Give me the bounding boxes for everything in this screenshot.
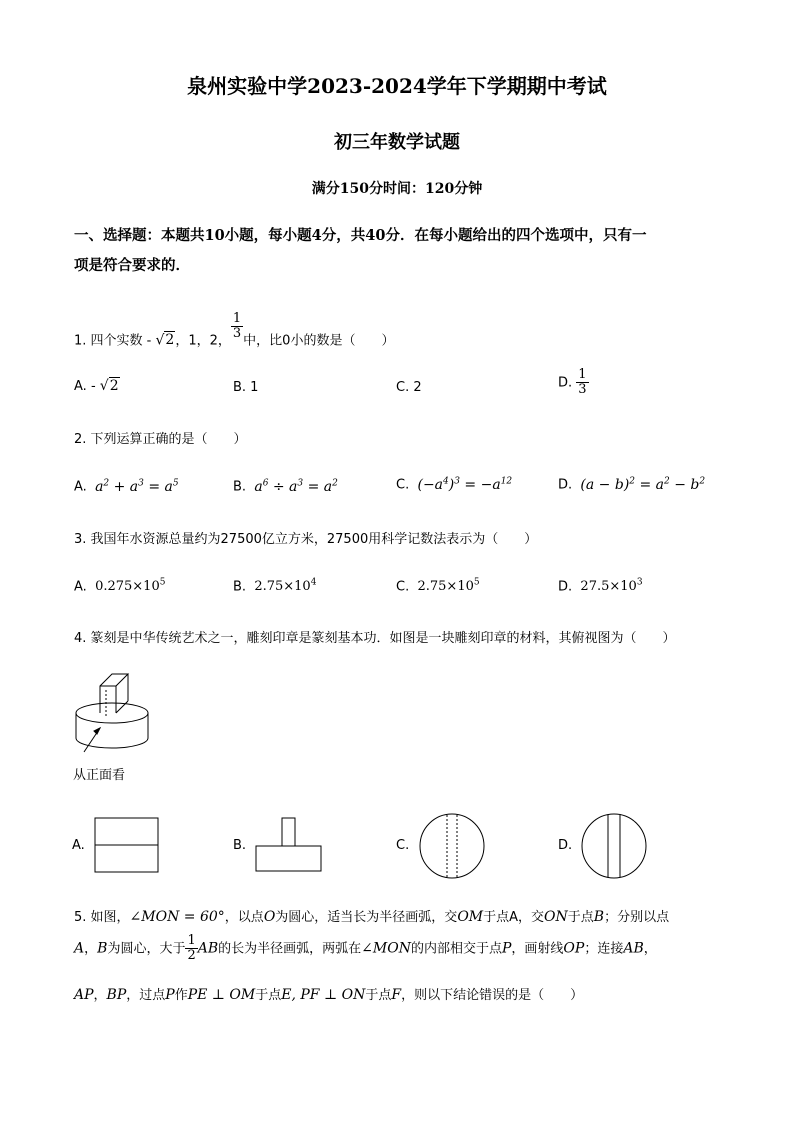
question-5-line2: A，B为圆心，大于 $\frac{1}{2}$ AB的长为半径画弧，两弧在∠MON的内部相交于点P，画射线OP；连接AB，: [74, 933, 657, 964]
q1-option-a[interactable]: A. - √2: [74, 378, 119, 394]
figure-caption: 从正面看: [73, 768, 126, 783]
q2-option-b[interactable]: B. $a^6 \div a^3 = a^2$: [233, 478, 338, 495]
question-2-stem: 2. 下列运算正确的是（ ）: [74, 432, 247, 447]
q4-option-c-figure[interactable]: [418, 812, 486, 880]
q1-option-d[interactable]: D. $\frac{1}{3}$: [558, 367, 587, 398]
q3-option-d[interactable]: D. $27.5\times 10^3$: [558, 578, 643, 595]
q3-option-a[interactable]: A. $0.275\times 10^5$: [74, 578, 166, 595]
question-4-stem: 4. 篆刻是中华传统艺术之一，雕刻印章是篆刻基本功．如图是一块雕刻印章的材料，其俯视图为（ ）: [74, 631, 676, 646]
q4-option-b-label[interactable]: B.: [233, 838, 247, 853]
section-heading-line1: 一、选择题：本题共10小题，每小题4分，共40分．在每小题给出的四个选项中，只有一: [74, 227, 647, 244]
q4-option-b-figure[interactable]: [255, 817, 323, 873]
q1-option-b[interactable]: B. 1: [233, 380, 259, 395]
question-3-stem: 3. 我国年水资源总量约为27500亿立方米，27500用科学记数法表示为（ ）: [74, 532, 538, 547]
question-5-line1: 5. 如图，∠MON = 60°，以点O为圆心，适当长为半径画弧，交OM于点A，交ON于点B；分别以点: [74, 909, 670, 925]
exam-meta: 满分150分时间：120分钟: [311, 181, 483, 197]
q4-option-d-figure[interactable]: [580, 812, 648, 880]
question-5-line3: AP，BP，过点P作PE ⊥ OM于点E, PF ⊥ ON于点F，则以下结论错误的是（ ）: [74, 987, 584, 1003]
q2-option-d[interactable]: D. $(a - b)^2 = a^2 - b^2$: [558, 476, 706, 493]
question-1-stem: 1. 四个实数 - √2，1，2， $\frac{1}{3}$ 中，比0小的数是（ ）: [74, 311, 395, 349]
q2-option-a[interactable]: A. $a^2 + a^3 = a^5$: [74, 478, 179, 495]
q4-option-a-label[interactable]: A.: [72, 838, 85, 853]
q3-option-b[interactable]: B. $2.75\times 10^4$: [233, 578, 317, 595]
q4-option-c-label[interactable]: C.: [396, 838, 410, 853]
sqrt-symbol: √2: [155, 332, 175, 349]
section-heading-line2: 项是符合要求的．: [74, 257, 190, 274]
q2-option-c[interactable]: C. $(-a^4)^3 = -a^{12}$: [396, 476, 513, 493]
paper-subtitle: 初三年数学试题: [334, 132, 460, 153]
exam-title: 泉州实验中学2023-2024学年下学期期中考试: [187, 74, 607, 98]
q4-option-a-figure[interactable]: [94, 817, 160, 875]
seal-material-figure: [70, 668, 160, 760]
q1-option-c[interactable]: C. 2: [396, 380, 422, 395]
q3-option-c[interactable]: C. $2.75\times 10^5$: [396, 578, 480, 595]
fraction: $\frac{1}{3}$: [232, 311, 242, 342]
q4-option-d-label[interactable]: D.: [558, 838, 573, 853]
